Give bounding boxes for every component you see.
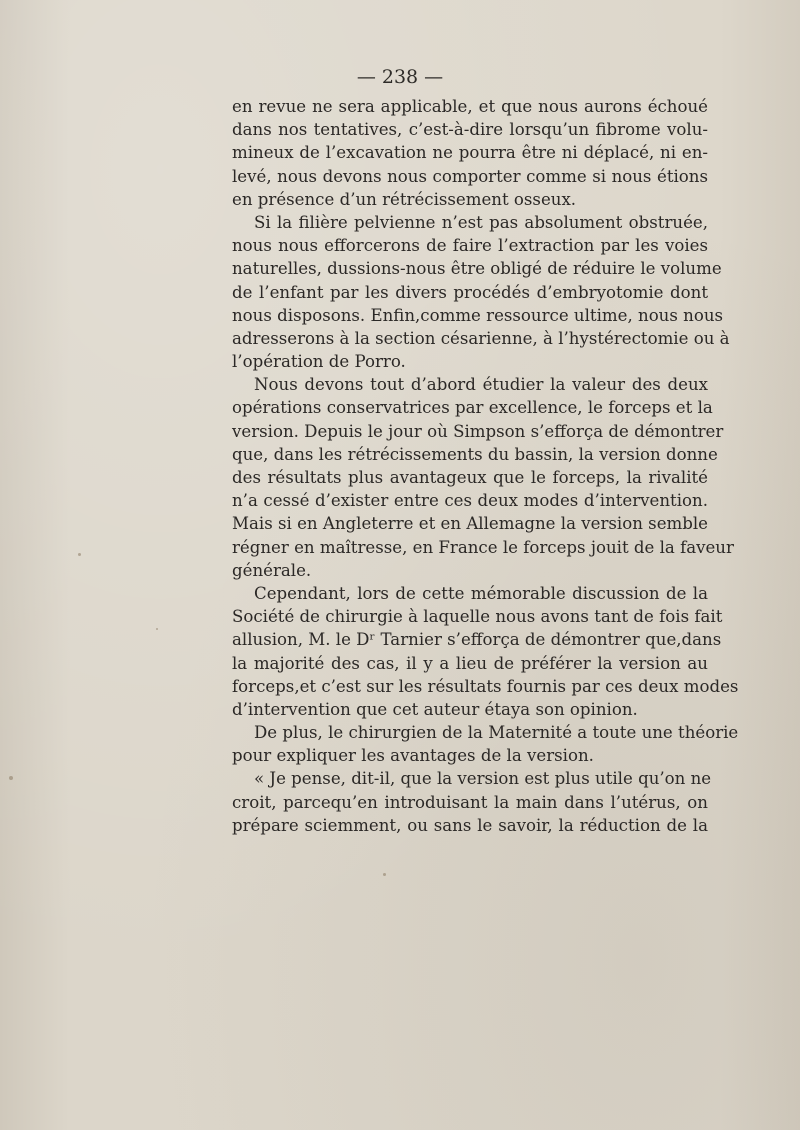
text-line: De plus, le chirurgien de la Maternité a toute une théorie — [254, 723, 739, 743]
text-line: nous nous efforcerons de faire l’extraction par les voies — [232, 236, 708, 256]
text-line: « Je pense, dit-il, que la version est plus utile qu’on ne — [254, 769, 712, 789]
text-line: que, dans les rétrécissements du bassin, la version donne — [232, 444, 718, 464]
paper-speck — [78, 553, 81, 556]
text-line: en revue ne sera applicable, et que nous aurons échoué — [232, 97, 708, 116]
text-line: mineux de l’excavation ne pourra être ni déplacé, ni en- — [232, 143, 708, 163]
page-number: — 238 — — [356, 66, 444, 88]
text-line: prépare sciemment, ou sans le savoir, la réduction de la — [232, 815, 708, 835]
text-line: Cependant, lors de cette mémorable discussion de la — [254, 583, 708, 603]
text-line: l’opération de Porro. — [232, 352, 406, 372]
body-text — [232, 95, 739, 837]
text-line: adresserons à la section césarienne, à l’hystérectomie ou à — [232, 328, 730, 348]
text-line: régner en maîtresse, en France le forceps jouit de la faveur — [232, 537, 734, 557]
text-line: allusion, M. le Dʳ Tarnier s’efforça de démontrer que,dans — [232, 630, 722, 650]
text-line: d’intervention que cet auteur étaya son opinion. — [232, 699, 638, 719]
text-line: la majorité des cas, il y a lieu de préférer la version au — [232, 653, 708, 673]
paper-speck — [9, 776, 13, 780]
text-line: n’a cessé d’exister entre ces deux modes d’intervention. — [232, 491, 708, 511]
text-line: de l’enfant par les divers procédés d’embryotomie dont — [232, 282, 708, 302]
text-line: version. Depuis le jour où Simpson s’efforça de démontrer — [232, 421, 724, 441]
text-line: Société de chirurgie à laquelle nous avons tant de fois fait — [232, 607, 723, 627]
text-line: générale. — [232, 560, 312, 580]
text-line: des résultats plus avantageux que le forceps, la rivalité — [232, 468, 708, 487]
text-line: croit, parcequ’en introduisant la main dans l’utérus, on — [232, 792, 708, 812]
text-line: Si la filière pelvienne n’est pas absolument obstruée, — [254, 212, 708, 232]
text-line: dans nos tentatives, c’est-à-dire lorsqu’un fibrome volu- — [232, 120, 708, 140]
text-line: naturelles, dussions-nous être obligé de réduire le volume — [232, 259, 722, 279]
paper-speck — [383, 873, 386, 876]
text-line: Mais si en Angleterre et en Allemagne la version semble — [232, 514, 708, 534]
text-line: nous disposons. Enfin,comme ressource ultime, nous nous — [232, 305, 724, 325]
text-line: levé, nous devons nous comporter comme si nous étions — [232, 166, 708, 186]
text-line: pour expliquer les avantages de la version. — [232, 746, 594, 766]
text-line: forceps,et c’est sur les résultats fournis par ces deux modes — [232, 676, 739, 696]
paper-speck — [156, 628, 158, 630]
text-line: opérations conservatrices par excellence, le forceps et la — [232, 398, 713, 418]
text-line: en présence d’un rétrécissement osseux. — [232, 189, 577, 209]
text-line: Nous devons tout d’abord étudier la valeur des deux — [254, 375, 708, 395]
